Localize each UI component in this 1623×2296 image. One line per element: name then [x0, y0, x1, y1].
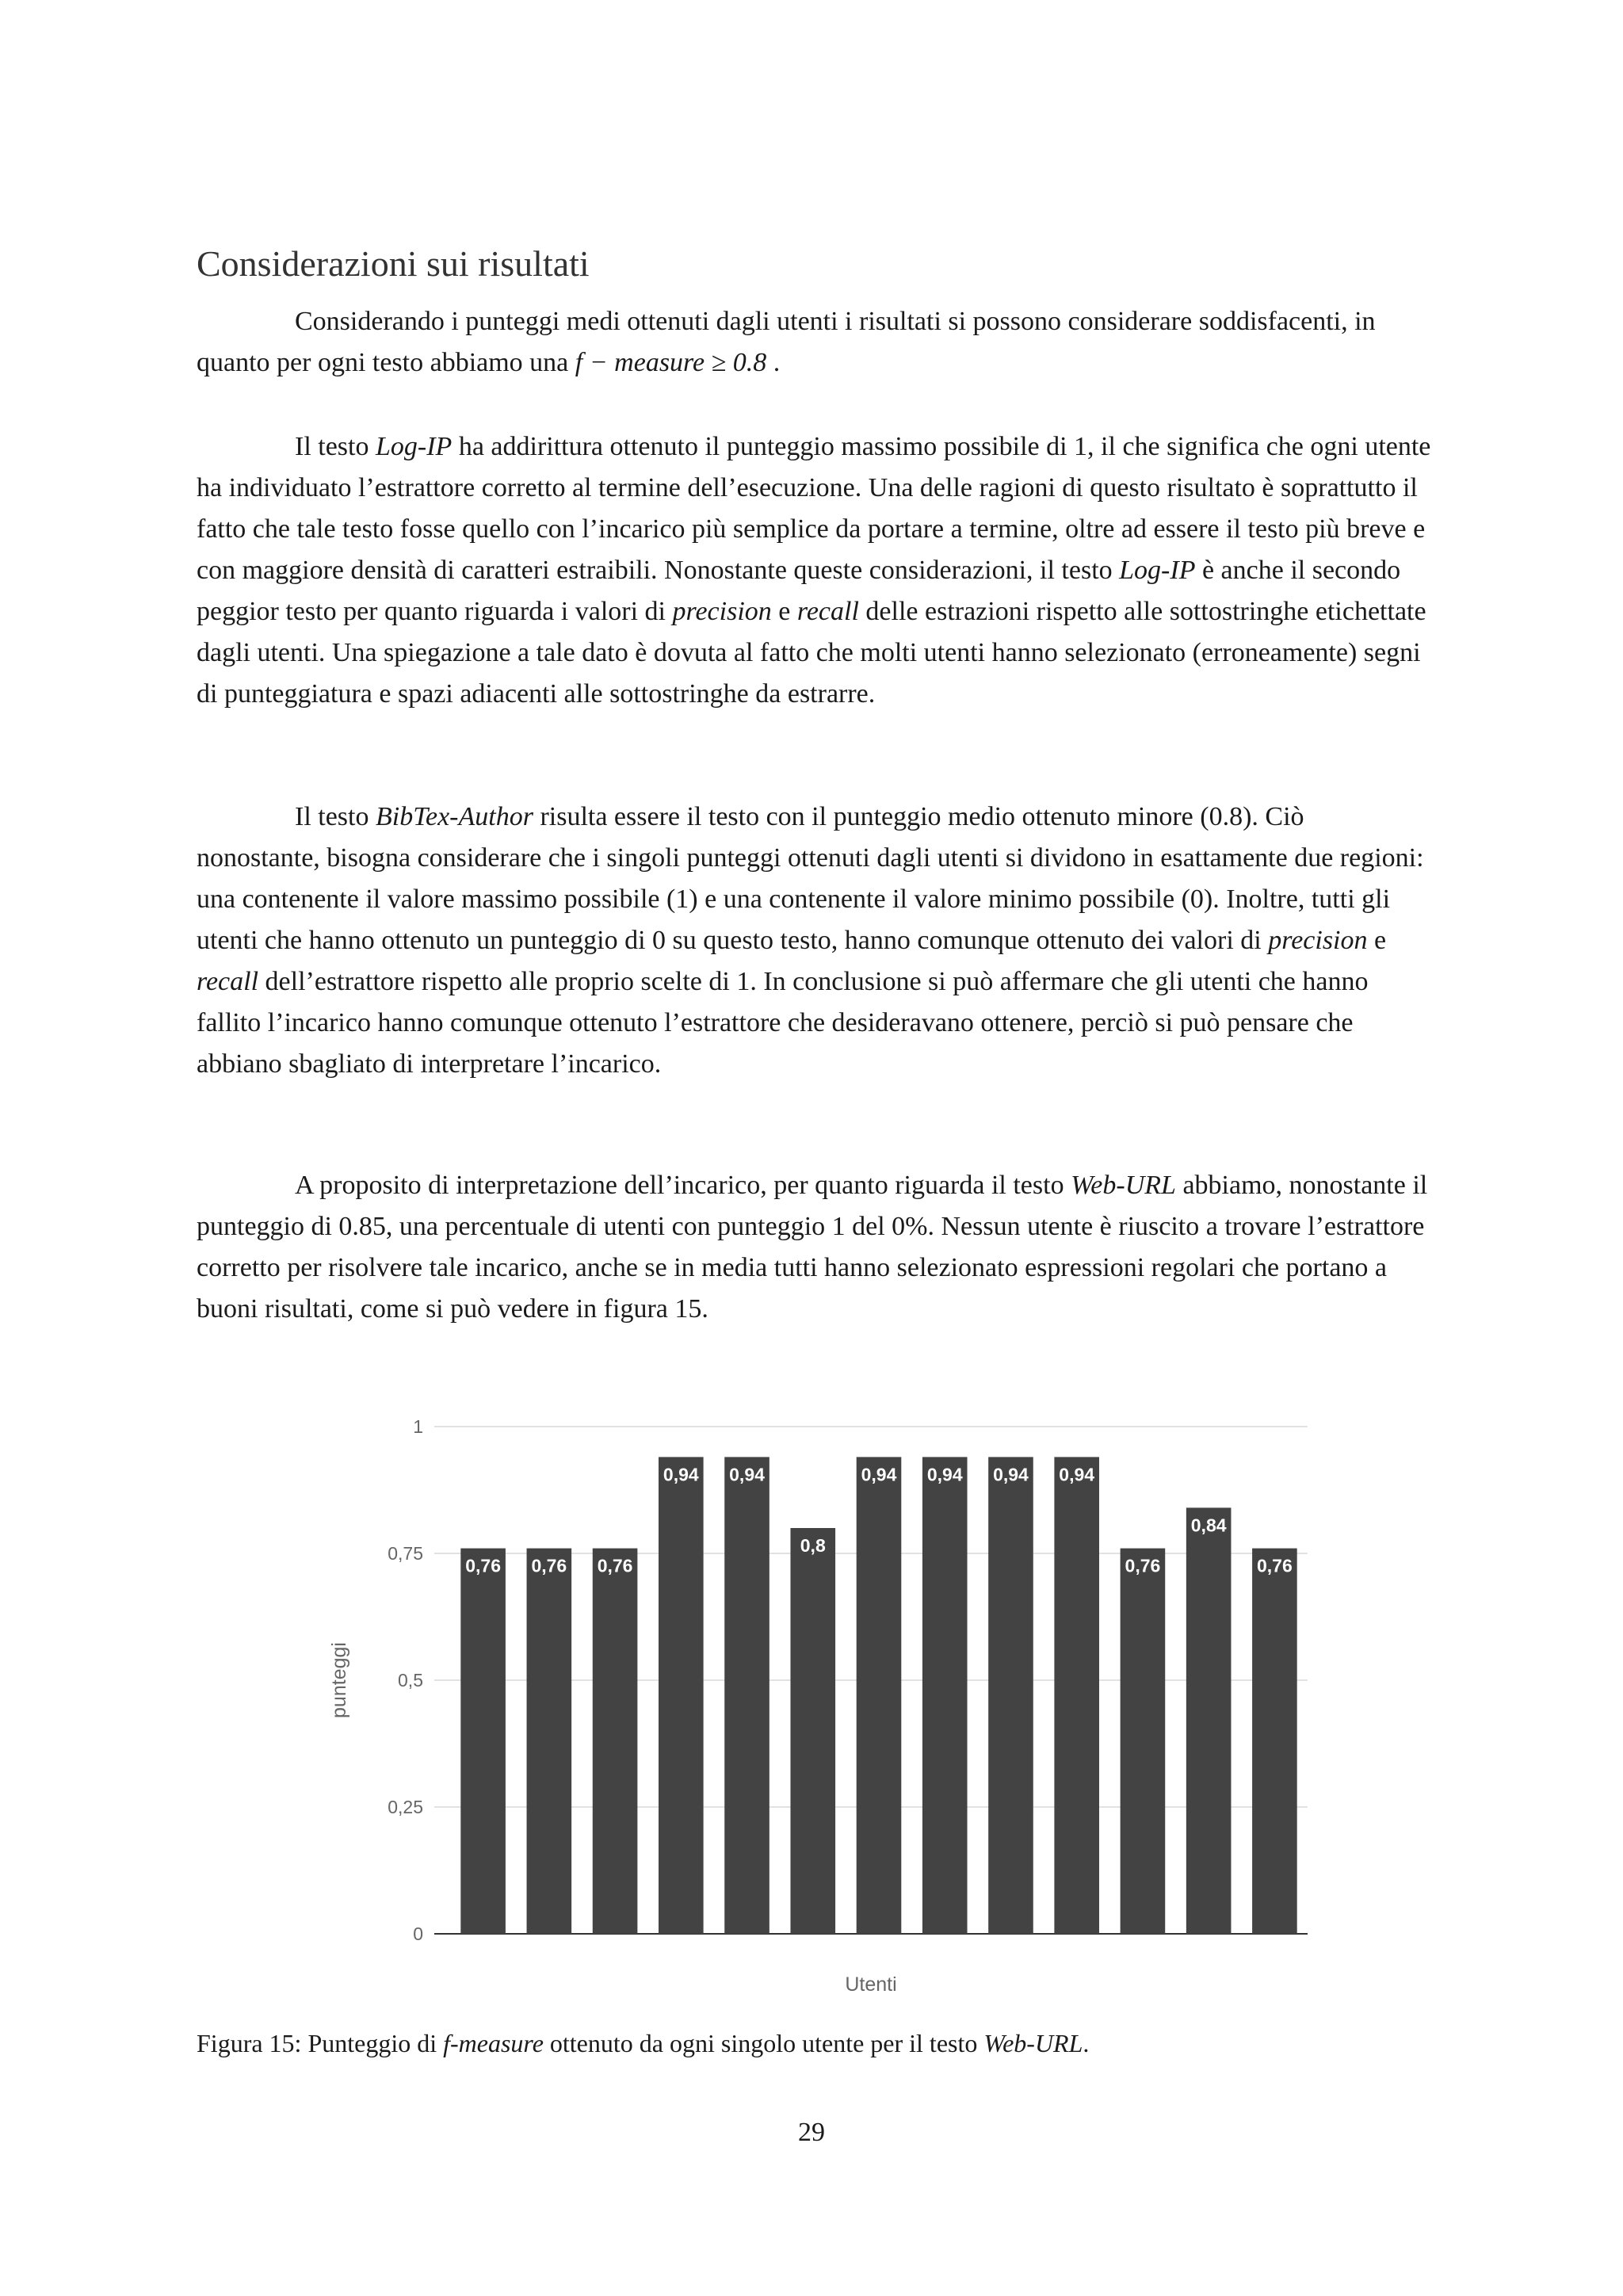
bar	[988, 1457, 1033, 1934]
caption-text: ottenuto da ogni singolo utente per il testo	[543, 2029, 984, 2057]
p3-text: e	[1367, 926, 1387, 955]
bar-data-label: 0,94	[1059, 1464, 1095, 1485]
bar-data-label: 0,94	[729, 1464, 765, 1485]
bar	[1186, 1507, 1232, 1934]
bar	[659, 1457, 704, 1934]
p3-text: dell’estrattore rispetto alle proprio scelte di 1. In conclusione si può affermare che gli utenti che hanno fallito l’incarico hanno comunque ottenuto l’estrattore che desideravano ottenere, perciò si può pensare che abbiano sbagliato di interpretare l’incarico.	[197, 967, 1369, 1079]
p2-emph: precision	[672, 597, 772, 626]
y-tick-label: 0	[413, 1924, 423, 1944]
p2-text: delle estrazioni rispetto alle sottostringhe etichettate dagli utenti. Una spiegazione a tale dato è dovuta al fatto che molti utenti hanno selezionato (erroneamente) segni di punteggiatura e spazi adiacenti alle sottostringhe da estrarre.	[197, 597, 1426, 709]
paragraph-2	[197, 426, 1433, 715]
p3-text: risulta essere il testo con il punteggio medio ottenuto minore (0.8). Ciò nonostante, bisogna considerare che i singoli punteggi ottenuti dagli utenti si dividono in esattamente due regioni: una contenente il valore massimo possibile (1) e una contenente il valore minimo possibile (0). Inoltre, tutti gli utenti che hanno ottenuto un punteggio di 0 su questo testo, hanno comunque ottenuto dei valori di	[197, 802, 1424, 955]
p1-text: Considerando i punteggi medi ottenuti dagli utenti i risultati si possono considerare soddisfacenti, in quanto per ogni testo abbiamo una	[197, 307, 1376, 377]
p1-text-end: .	[766, 348, 781, 377]
bar	[1121, 1549, 1166, 1934]
p2-text: ha addirittura ottenuto il punteggio massimo possibile di 1, il che significa che ogni utente ha individuato l’estrattore corretto al termine dell’esecuzione. Una delle ragioni di questo risultato è soprattutto il fatto che tale testo fosse quello con l’incarico più semplice da portare a termine, oltre ad essere il testo più breve e con maggiore densità di caratteri estraibili. Nonostante queste considerazioni, il testo	[197, 432, 1431, 585]
p2-text: è anche il secondo peggior testo per quanto riguarda i valori di	[197, 556, 1401, 626]
bar-data-label: 0,76	[531, 1555, 567, 1576]
bar-data-label: 0,76	[1257, 1555, 1293, 1576]
bar	[922, 1457, 968, 1934]
y-tick-label: 0,75	[388, 1543, 423, 1564]
bar	[724, 1457, 769, 1934]
p2-emph: Log-IP	[375, 432, 453, 461]
bar-data-label: 0,94	[861, 1464, 897, 1485]
p4-emph: Web-URL	[1071, 1171, 1176, 1200]
p2-text: e	[771, 597, 797, 626]
caption-text: .	[1083, 2029, 1090, 2057]
caption-emph: Web-URL	[983, 2029, 1083, 2057]
caption-emph: f-measure	[443, 2029, 544, 2057]
bar	[527, 1549, 572, 1934]
bar	[857, 1457, 902, 1934]
y-tick-label: 0,25	[388, 1797, 423, 1817]
p2-emph: Log-IP	[1119, 556, 1196, 585]
bar-data-label: 0,94	[926, 1464, 963, 1485]
y-tick-label: 1	[413, 1416, 423, 1437]
p3-emph: BibTex-Author	[375, 802, 533, 831]
bar	[460, 1549, 506, 1934]
caption-text: Figura 15: Punteggio di	[197, 2029, 444, 2057]
p3-emph: precision	[1268, 926, 1368, 955]
bar	[790, 1528, 835, 1934]
paragraph-1	[197, 301, 1433, 384]
p2-text: Il testo	[295, 432, 376, 461]
bar-data-label: 0,84	[1190, 1515, 1227, 1536]
bar	[1054, 1457, 1099, 1934]
section-heading: Considerazioni sui risultati	[197, 243, 590, 284]
p4-text: abbiamo, nonostante il punteggio di 0.85, una percentuale di utenti con punteggio 1 del 0%. Nessun utente è riuscito a trovare l’estrattore corretto per risolvere tale incarico, anche se in media tutti hanno selezionato espressioni regolari che portano a buoni risultati, come si può vedere in figura 15.	[197, 1171, 1428, 1324]
bar-data-label: 0,94	[993, 1464, 1029, 1485]
y-axis-label: punteggi	[328, 1642, 350, 1718]
bar-chart	[317, 1387, 1316, 2005]
y-tick-label: 0,5	[398, 1670, 423, 1690]
bar-data-label: 0,76	[1125, 1555, 1161, 1576]
bar-data-label: 0,94	[663, 1464, 699, 1485]
p3-text: Il testo	[295, 802, 376, 831]
paragraph-3	[197, 797, 1433, 1085]
page-number: 29	[798, 2118, 825, 2147]
paragraph-4	[197, 1165, 1433, 1330]
x-axis-label: Utenti	[845, 1973, 897, 1996]
bar-data-label: 0,8	[800, 1535, 826, 1556]
bar-data-label: 0,76	[465, 1555, 501, 1576]
figure-caption	[197, 2029, 1089, 2058]
bar	[593, 1549, 638, 1934]
p2-emph: recall	[796, 597, 859, 626]
p3-emph: recall	[197, 967, 259, 996]
bar	[1252, 1549, 1297, 1934]
figure-15-chart	[317, 1387, 1316, 2005]
p1-math: f − measure ≥ 0.8	[575, 348, 767, 377]
bar-data-label: 0,76	[597, 1555, 633, 1576]
p4-text: A proposito di interpretazione dell’incarico, per quanto riguarda il testo	[295, 1171, 1071, 1200]
